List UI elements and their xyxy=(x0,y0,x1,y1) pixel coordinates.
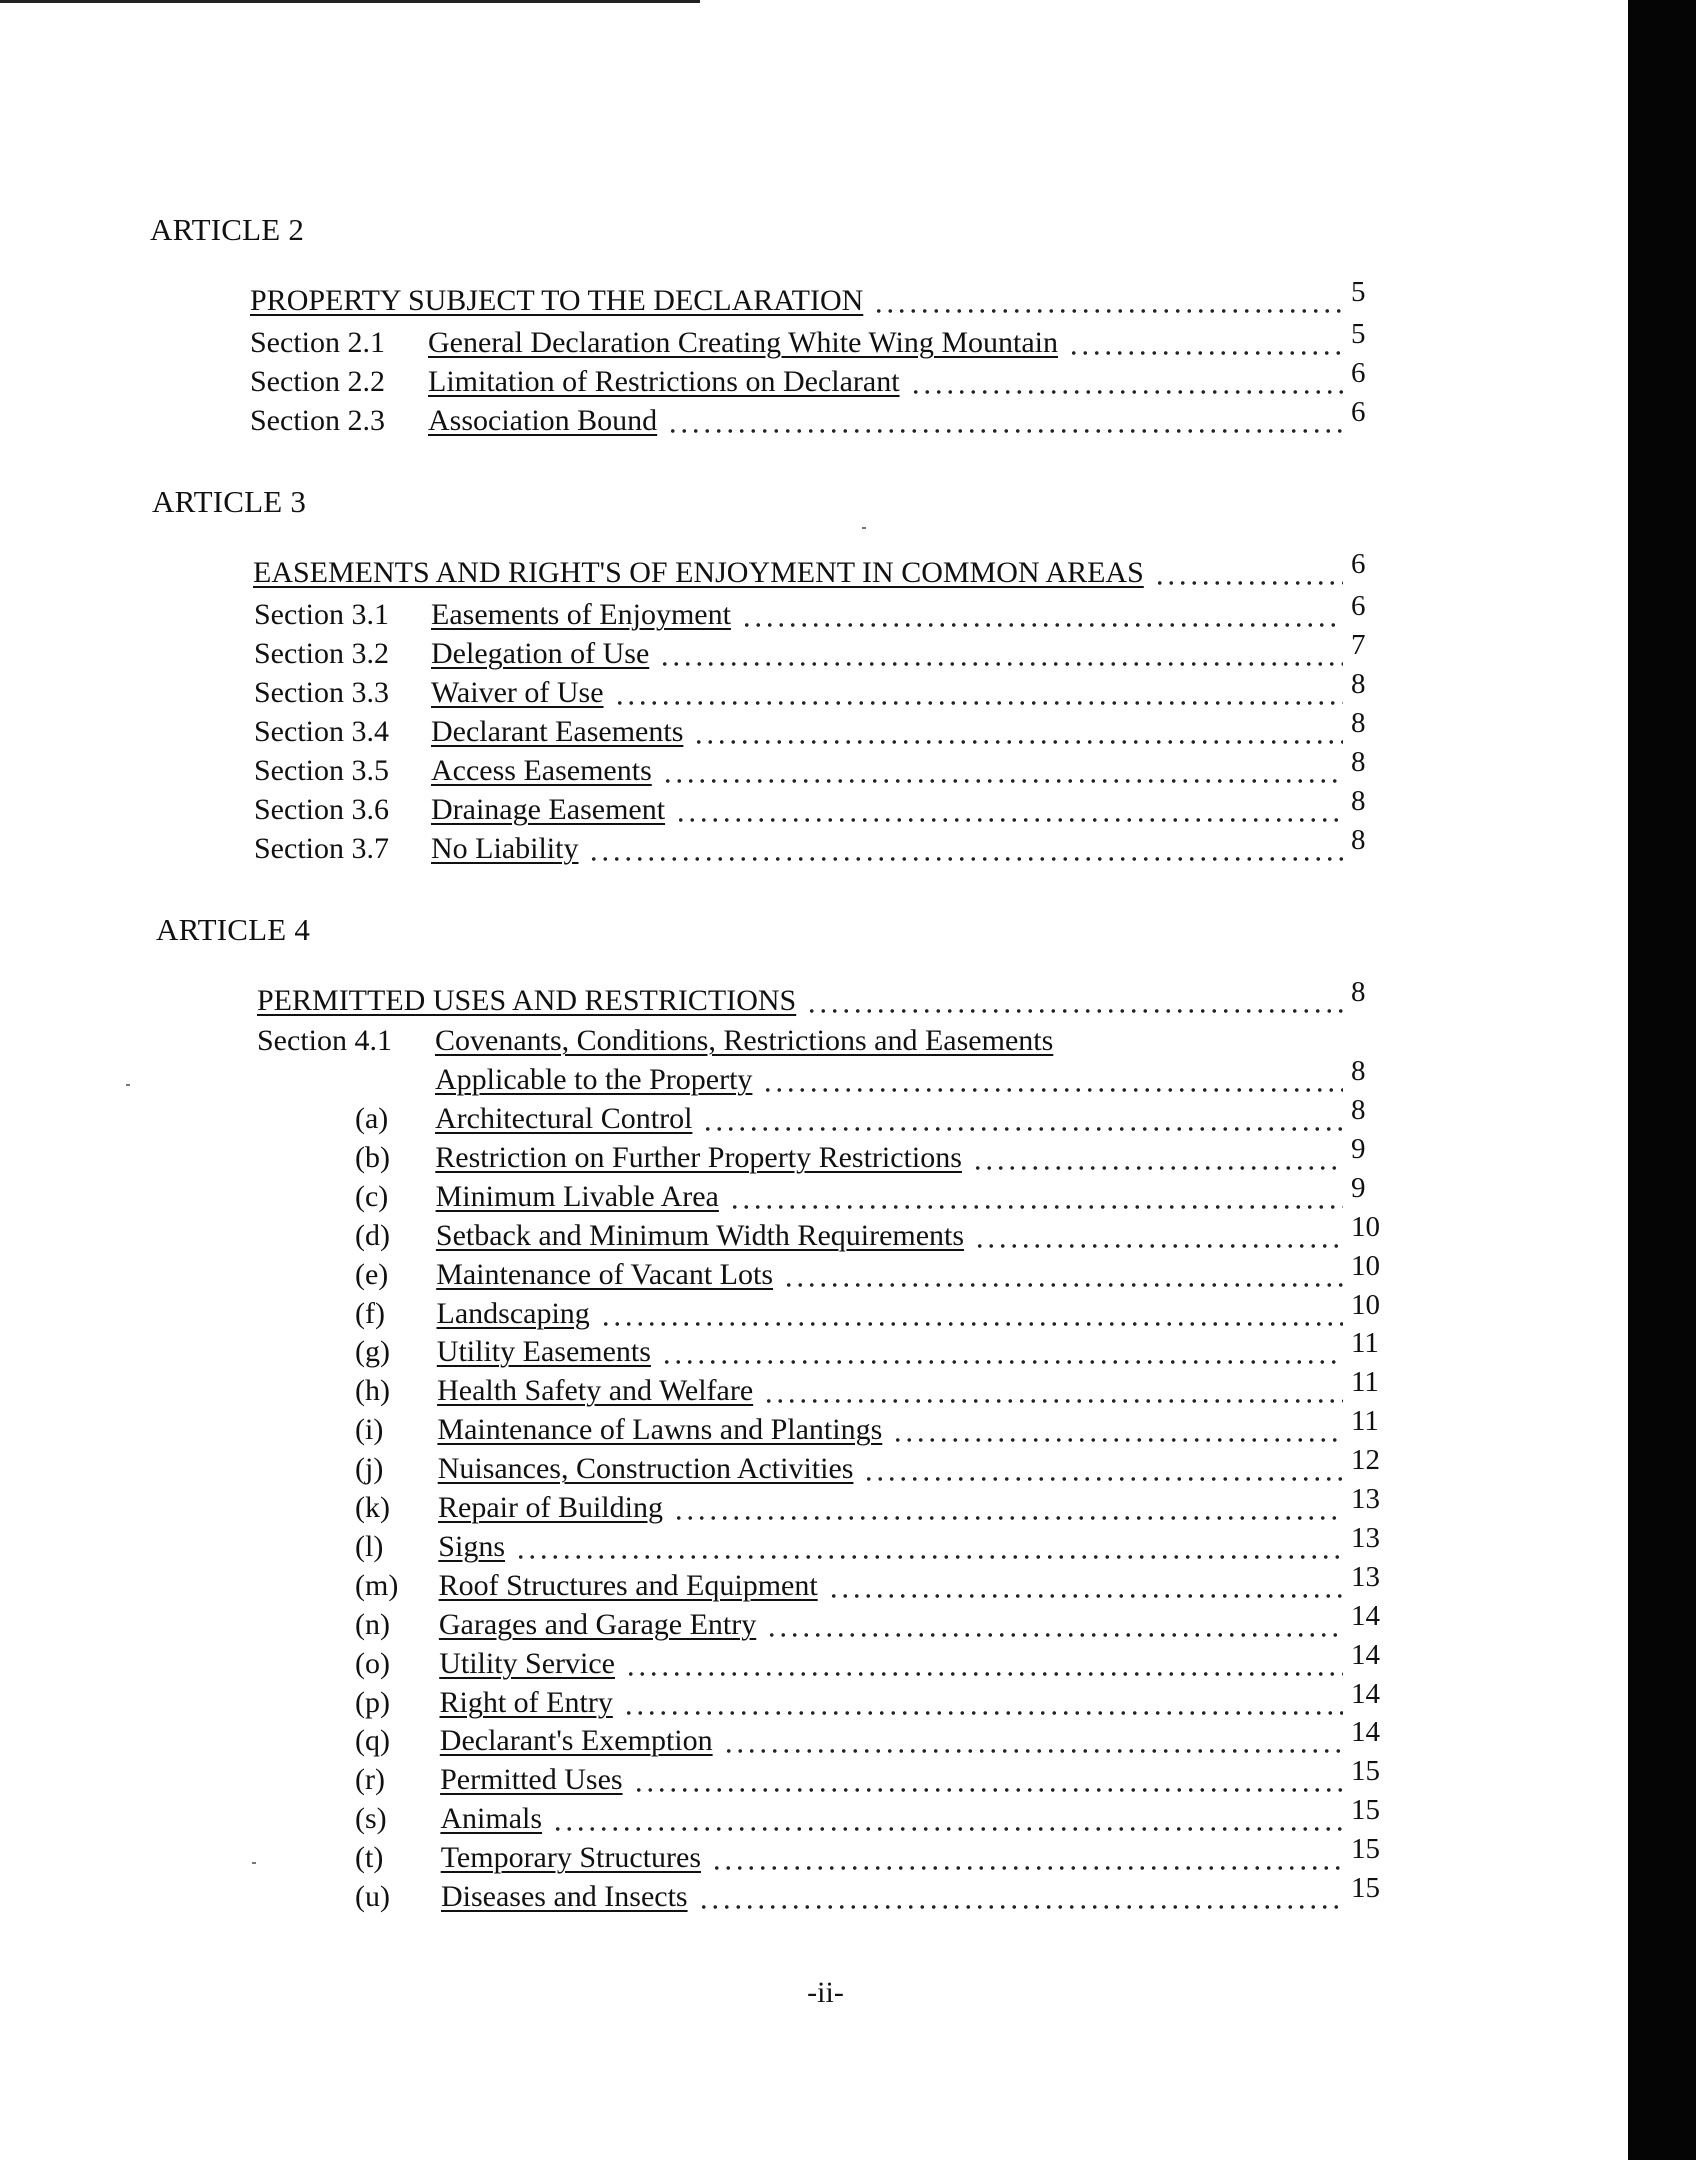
toc-entry-title: Garages and Garage Entry xyxy=(438,1608,757,1641)
toc-page-number: 11 xyxy=(1351,1327,1379,1359)
dot-leader xyxy=(723,1724,1343,1754)
toc-row-subsection[interactable] xyxy=(355,1678,1385,1726)
toc-entry-title: Drainage Easement xyxy=(431,793,666,826)
dot-leader xyxy=(667,404,1343,434)
toc-entry xyxy=(438,1561,1385,1609)
dot-leader xyxy=(673,1491,1343,1521)
toc-row-subsection[interactable] xyxy=(355,1639,1385,1687)
toc-entry xyxy=(436,1250,1385,1298)
toc-entry xyxy=(439,1639,1385,1687)
toc-row-subsection[interactable] xyxy=(355,1716,1385,1764)
dot-leader xyxy=(873,284,1343,314)
toc-entry xyxy=(440,1755,1385,1803)
dot-leader xyxy=(623,1686,1343,1716)
toc-entry-title: Minimum Livable Area xyxy=(435,1180,719,1213)
dot-leader xyxy=(783,1258,1343,1288)
dot-leader xyxy=(1154,556,1343,586)
toc-page-number: 8 xyxy=(1351,746,1366,778)
subsection-letter: (d) xyxy=(355,1219,390,1252)
toc-entry-title: Covenants, Conditions, Restrictions and Easements xyxy=(435,1024,1054,1057)
section-number: Section 3.1 xyxy=(254,598,389,631)
toc-entry-title: Permitted Uses xyxy=(440,1763,623,1796)
subsection-letter: (r) xyxy=(355,1763,385,1796)
scan-top-edge-line xyxy=(0,0,700,3)
toc-row-section-2-2[interactable] xyxy=(250,357,1385,405)
subsection-letter: (b) xyxy=(355,1141,390,1174)
section-number: Section 3.6 xyxy=(254,793,389,826)
section-number: Section 2.3 xyxy=(250,404,385,437)
toc-entry-title: Applicable to the Property xyxy=(435,1063,753,1096)
toc-entry xyxy=(435,1133,1385,1181)
toc-page-number: 8 xyxy=(1351,785,1366,817)
toc-entry-section-4-1-line-2[interactable] xyxy=(435,1055,1385,1103)
section-number: Section 3.2 xyxy=(254,637,389,670)
toc-entry-title: Easements of Enjoyment xyxy=(431,598,731,631)
toc-entry xyxy=(428,357,1385,405)
subsection-letter: (h) xyxy=(355,1374,390,1407)
section-number: Section 3.5 xyxy=(254,754,389,787)
toc-page-number: 14 xyxy=(1351,1678,1380,1710)
toc-row-subsection[interactable] xyxy=(355,1522,1385,1570)
toc-row-subsection[interactable] xyxy=(355,1600,1385,1648)
toc-entry xyxy=(439,1678,1386,1726)
subsection-letter: (o) xyxy=(355,1647,390,1680)
toc-entry-title: Signs xyxy=(438,1530,505,1563)
toc-entry-title: Waiver of Use xyxy=(431,676,604,709)
toc-entry xyxy=(431,746,1385,794)
toc-page-number: 8 xyxy=(1351,668,1366,700)
toc-entry xyxy=(428,396,1385,444)
toc-entry xyxy=(435,1094,1385,1142)
subsection-letter: (i) xyxy=(355,1413,384,1446)
toc-entry xyxy=(435,1172,1385,1220)
toc-page-number: 15 xyxy=(1351,1872,1380,1904)
dot-leader xyxy=(600,1297,1343,1327)
section-number: Section 3.3 xyxy=(254,676,389,709)
section-number: Section 3.7 xyxy=(254,832,389,865)
toc-row-section-3-3[interactable] xyxy=(254,668,1385,716)
toc-entry-title: Utility Service xyxy=(439,1647,615,1680)
scan-speck xyxy=(862,527,866,529)
subsection-letter: (n) xyxy=(355,1608,390,1641)
toc-entry-title: No Liability xyxy=(431,832,579,865)
page-number-footer: -ii- xyxy=(807,1976,844,2009)
scan-speck xyxy=(126,1084,130,1086)
toc-row-subsection[interactable] xyxy=(355,1366,1385,1414)
toc-entry-article-2-heading[interactable] xyxy=(250,276,1385,324)
toc-entry xyxy=(438,1483,1385,1531)
toc-entry xyxy=(437,1444,1385,1492)
dot-leader xyxy=(806,984,1343,1014)
article-4-label: ARTICLE 4 xyxy=(156,912,311,947)
article-2-label: ARTICLE 2 xyxy=(150,212,305,247)
subsection-letter: (a) xyxy=(355,1102,389,1135)
dot-leader xyxy=(711,1841,1343,1871)
toc-row-section-2-1[interactable] xyxy=(250,318,1385,366)
toc-page-number: 15 xyxy=(1351,1833,1380,1865)
toc-row-subsection[interactable] xyxy=(355,1755,1385,1803)
toc-entry-title: Restriction on Further Property Restrictions xyxy=(435,1141,962,1174)
toc-entry xyxy=(439,1716,1385,1764)
dot-leader xyxy=(659,637,1343,667)
toc-row-subsection[interactable] xyxy=(355,1250,1385,1298)
toc-entry xyxy=(437,1366,1385,1414)
toc-page-number: 14 xyxy=(1351,1716,1380,1748)
toc-row-section-2-3[interactable] xyxy=(250,396,1385,444)
toc-entry-title: Diseases and Insects xyxy=(441,1880,688,1913)
subsection-letter: (c) xyxy=(355,1180,389,1213)
toc-entry xyxy=(428,318,1385,366)
toc-page-number: 13 xyxy=(1351,1561,1380,1593)
toc-page-number: 8 xyxy=(1351,1094,1366,1126)
toc-page-number: 15 xyxy=(1351,1755,1380,1787)
toc-page-number: 5 xyxy=(1351,276,1366,308)
toc-entry-title: Maintenance of Lawns and Plantings xyxy=(437,1413,883,1446)
toc-entry-title: Animals xyxy=(440,1802,543,1835)
toc-page-number: 9 xyxy=(1351,1172,1366,1204)
dot-leader xyxy=(662,754,1343,784)
toc-page-number: 10 xyxy=(1351,1250,1380,1282)
subsection-letter: (l) xyxy=(355,1530,384,1563)
toc-entry xyxy=(438,1522,1385,1570)
toc-page-number: 14 xyxy=(1351,1639,1380,1671)
toc-row-subsection[interactable] xyxy=(355,1444,1385,1492)
dot-leader xyxy=(675,793,1343,823)
dot-leader xyxy=(892,1413,1343,1443)
dot-leader xyxy=(633,1763,1343,1793)
toc-row-subsection[interactable] xyxy=(355,1133,1385,1181)
toc-entry xyxy=(438,1600,1385,1648)
toc-page-number: 5 xyxy=(1351,318,1366,350)
toc-page-number: 14 xyxy=(1351,1600,1380,1632)
subsection-letter: (m) xyxy=(355,1569,399,1602)
dot-leader xyxy=(698,1880,1343,1910)
toc-row-subsection[interactable] xyxy=(355,1483,1385,1531)
dot-leader xyxy=(702,1102,1343,1132)
toc-entry-title: Temporary Structures xyxy=(440,1841,702,1874)
section-number: Section 2.1 xyxy=(250,326,385,359)
dot-leader xyxy=(1068,326,1343,356)
toc-entry-title: Utility Easements xyxy=(436,1335,651,1368)
toc-entry-title: General Declaration Creating White Wing Mountain xyxy=(428,326,1058,359)
subsection-letter: (t) xyxy=(355,1841,384,1874)
toc-row-section-3-4[interactable] xyxy=(254,707,1385,755)
toc-page-number: 12 xyxy=(1351,1444,1380,1476)
subsection-letter: (u) xyxy=(355,1880,390,1913)
toc-entry xyxy=(436,1327,1385,1375)
toc-page-number: 10 xyxy=(1351,1289,1380,1321)
dot-leader xyxy=(614,676,1343,706)
toc-row-subsection[interactable] xyxy=(355,1327,1385,1375)
toc-entry xyxy=(431,590,1385,638)
subsection-letter: (k) xyxy=(355,1491,390,1524)
dot-leader xyxy=(863,1452,1343,1482)
toc-page-number: 6 xyxy=(1351,590,1366,622)
dot-leader xyxy=(762,1063,1343,1093)
toc-entry-title: Association Bound xyxy=(428,404,658,437)
dot-leader xyxy=(763,1374,1343,1404)
toc-entry-title: Declarant's Exemption xyxy=(439,1724,713,1757)
toc-row-section-3-2[interactable] xyxy=(254,629,1385,677)
toc-entry-title: Roof Structures and Equipment xyxy=(438,1569,818,1602)
toc-entry-title: Declarant Easements xyxy=(431,715,684,748)
toc-page-number: 6 xyxy=(1351,396,1366,428)
toc-row-subsection[interactable] xyxy=(355,1405,1385,1453)
dot-leader xyxy=(741,598,1343,628)
toc-entry xyxy=(431,629,1385,677)
toc-page-number: 15 xyxy=(1351,1794,1380,1826)
toc-entry xyxy=(440,1794,1385,1842)
toc-page-number: 9 xyxy=(1351,1133,1366,1165)
toc-page-number: 8 xyxy=(1351,707,1366,739)
toc-entry-title: Repair of Building xyxy=(438,1491,663,1524)
subsection-letter: (p) xyxy=(355,1686,390,1719)
toc-entry-title: Nuisances, Construction Activities xyxy=(437,1452,854,1485)
toc-row-section-4-1[interactable] xyxy=(257,1024,1385,1064)
dot-leader xyxy=(828,1569,1343,1599)
dot-leader xyxy=(552,1802,1343,1832)
toc-row-section-3-7[interactable] xyxy=(254,824,1385,872)
toc-row-subsection[interactable] xyxy=(355,1833,1385,1881)
toc-row-subsection[interactable] xyxy=(355,1561,1385,1609)
toc-entry xyxy=(431,668,1385,716)
toc-page-number: 10 xyxy=(1351,1211,1380,1243)
dot-leader xyxy=(974,1219,1343,1249)
toc-entry-title: Architectural Control xyxy=(435,1102,693,1135)
subsection-letter: (g) xyxy=(355,1335,390,1368)
toc-entry xyxy=(431,785,1385,833)
toc-entry-title: Right of Entry xyxy=(439,1686,613,1719)
toc-entry xyxy=(441,1872,1385,1920)
toc-row-section-3-5[interactable] xyxy=(254,746,1385,794)
toc-page-number: 13 xyxy=(1351,1522,1380,1554)
toc-entry xyxy=(437,1405,1385,1453)
toc-entry-title: Access Easements xyxy=(431,754,652,787)
subsection-letter: (f) xyxy=(355,1297,385,1330)
dot-leader xyxy=(766,1608,1343,1638)
subsection-letter: (j) xyxy=(355,1452,384,1485)
toc-entry-title: Health Safety and Welfare xyxy=(437,1374,754,1407)
article-3-label: ARTICLE 3 xyxy=(152,484,307,519)
section-number: Section 3.4 xyxy=(254,715,389,748)
toc-entry-title: EASEMENTS AND RIGHT'S OF ENJOYMENT IN COMMON AREAS xyxy=(253,556,1144,589)
toc-page-number: 8 xyxy=(1351,976,1366,1008)
subsection-letter: (e) xyxy=(355,1258,389,1291)
dot-leader xyxy=(729,1180,1343,1210)
toc-row-subsection[interactable] xyxy=(355,1211,1385,1259)
toc-row-subsection[interactable] xyxy=(355,1172,1385,1220)
toc-row-subsection[interactable] xyxy=(355,1872,1385,1920)
toc-entry-title: PERMITTED USES AND RESTRICTIONS xyxy=(257,984,797,1017)
dot-leader xyxy=(588,832,1343,862)
section-number: Section 2.2 xyxy=(250,365,385,398)
toc-entry-article-3-heading[interactable] xyxy=(253,548,1385,596)
toc-entry-title: Landscaping xyxy=(436,1297,590,1330)
toc-entry-title: Delegation of Use xyxy=(431,637,650,670)
dot-leader xyxy=(910,365,1343,395)
toc-entry xyxy=(431,824,1385,872)
toc-page-number: 7 xyxy=(1351,629,1366,661)
toc-page-number: 6 xyxy=(1351,548,1366,580)
toc-page-number: 11 xyxy=(1351,1405,1379,1437)
toc-page-number: 8 xyxy=(1351,1055,1366,1087)
toc-page-number: 11 xyxy=(1351,1366,1379,1398)
toc-page-number: 6 xyxy=(1351,357,1366,389)
subsection-letter: (q) xyxy=(355,1724,390,1757)
toc-entry-title: Limitation of Restrictions on Declarant xyxy=(428,365,900,398)
toc-row-subsection[interactable] xyxy=(355,1289,1385,1337)
toc-entry-title: PROPERTY SUBJECT TO THE DECLARATION xyxy=(250,284,864,317)
toc-entry xyxy=(435,1211,1385,1259)
toc-entry-line-1 xyxy=(435,1024,1385,1064)
dot-leader xyxy=(515,1530,1343,1560)
toc-row-subsection[interactable] xyxy=(355,1094,1385,1142)
toc-entry-title: Setback and Minimum Width Requirements xyxy=(435,1219,965,1252)
toc-row-section-3-1[interactable] xyxy=(254,590,1385,638)
toc-row-section-3-6[interactable] xyxy=(254,785,1385,833)
dot-leader xyxy=(972,1141,1343,1171)
toc-entry xyxy=(440,1833,1385,1881)
dot-leader xyxy=(693,715,1343,745)
dot-leader xyxy=(625,1647,1343,1677)
toc-entry xyxy=(436,1289,1386,1337)
subsection-letter: (s) xyxy=(355,1802,387,1835)
toc-page-number: 13 xyxy=(1351,1483,1380,1515)
dot-leader xyxy=(661,1335,1343,1365)
toc-entry-article-4-heading[interactable] xyxy=(257,976,1385,1024)
toc-entry-title: Maintenance of Vacant Lots xyxy=(436,1258,774,1291)
scan-right-edge-bar xyxy=(1628,0,1696,2160)
section-number: Section 4.1 xyxy=(257,1024,392,1057)
toc-page-number: 8 xyxy=(1351,824,1366,856)
toc-entry xyxy=(431,707,1385,755)
scan-speck xyxy=(252,1862,256,1864)
toc-row-subsection[interactable] xyxy=(355,1794,1385,1842)
